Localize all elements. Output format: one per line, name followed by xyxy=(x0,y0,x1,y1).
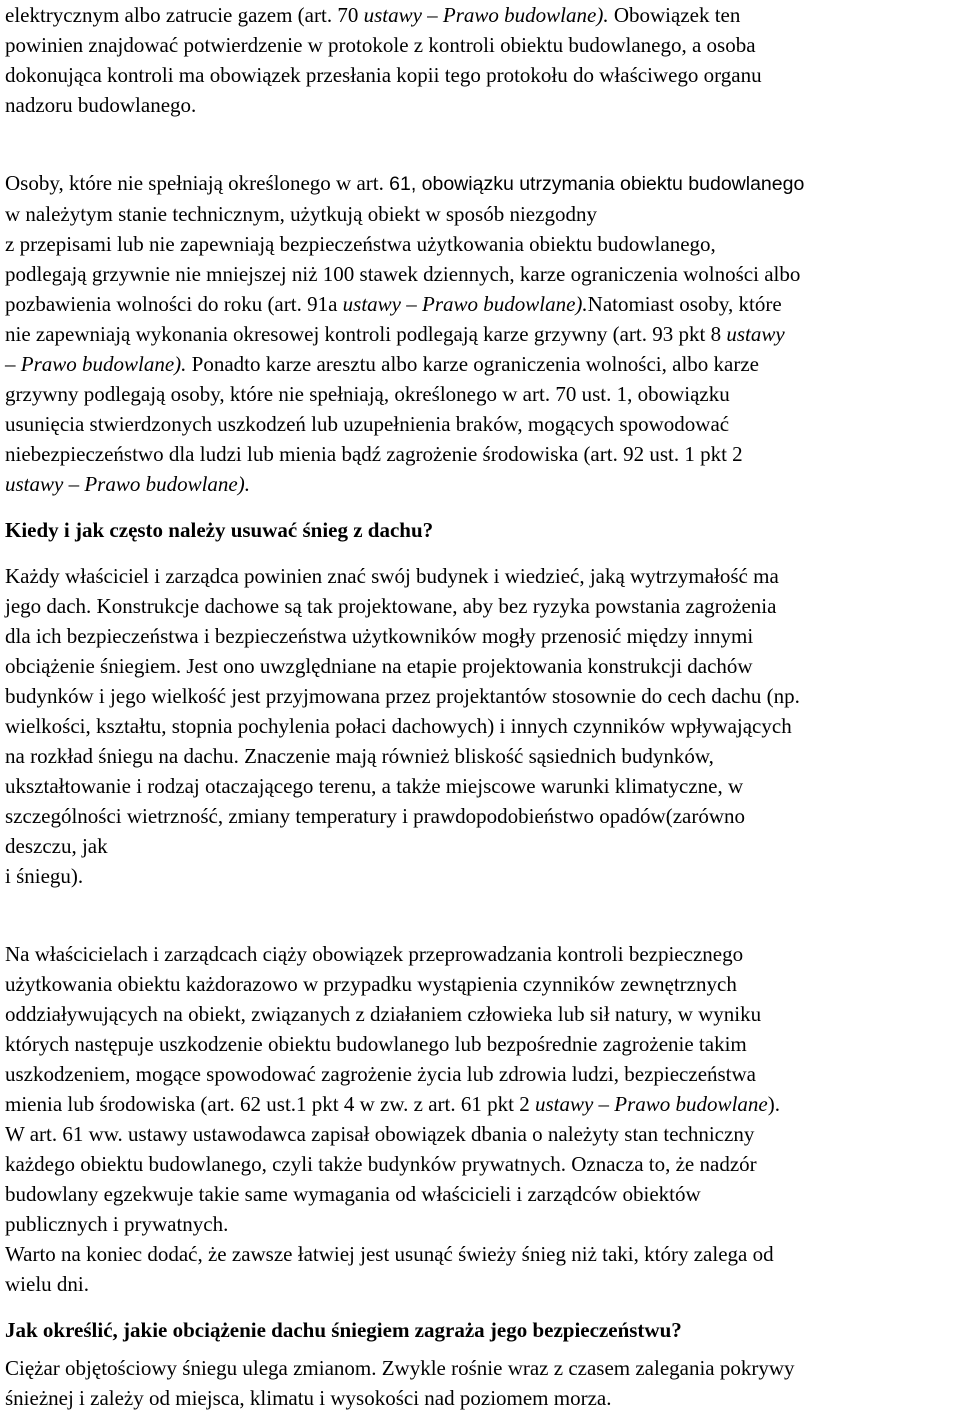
text-run: grzywny podlegają osoby, które nie spełniają, określonego w art. 70 ust. 1, obowiązku xyxy=(5,382,730,406)
text-run: niebezpieczeństwo dla ludzi lub mienia bądź zagrożenie środowiska (art. 92 ust. 1 pkt 2 xyxy=(5,442,743,466)
text-line xyxy=(5,621,946,651)
text-line xyxy=(5,259,946,289)
text-run: budynków i jego wielkość jest przyjmowana przez projektantów stosownie do cech dachu (np. xyxy=(5,684,800,708)
text-line xyxy=(5,60,946,90)
text-line xyxy=(5,229,946,259)
text-line xyxy=(5,999,946,1029)
text-run: usunięcia stwierdzonych uszkodzeń lub uzupełnienia braków, mogących spowodować xyxy=(5,412,730,436)
text-line xyxy=(5,1059,946,1089)
text-run: wielu dni. xyxy=(5,1272,89,1296)
text-run: Warto na koniec dodać, że zawsze łatwiej jest usunąć świeży śnieg niż taki, który zalega od xyxy=(5,1242,774,1266)
text-run: pozbawienia wolności do roku (art. 91a xyxy=(5,292,343,316)
text-run: Natomiast osoby, które xyxy=(587,292,782,316)
text-line xyxy=(5,591,946,621)
text-run: W art. 61 ww. ustawy ustawodawca zapisał obowiązek dbania o należyty stan techniczny xyxy=(5,1122,755,1146)
text-line xyxy=(5,469,946,499)
text-line xyxy=(5,969,946,999)
text-run: publicznych i prywatnych. xyxy=(5,1212,229,1236)
text-run: ukształtowanie i rodzaj otaczającego terenu, a także miejscowe warunki klimatyczne, w xyxy=(5,774,744,798)
text-line xyxy=(5,349,946,379)
italic-text-run: – Prawo budowlane). xyxy=(5,352,187,376)
text-run: wielkości, kształtu, stopnia pochylenia połaci dachowych) i innych czynników wpływających xyxy=(5,714,792,738)
text-line xyxy=(5,319,946,349)
text-run: 61, obowiązku utrzymania obiektu budowlanego xyxy=(389,173,805,195)
text-run: na rozkład śniegu na dachu. Znaczenie mają również bliskość sąsiednich budynków, xyxy=(5,744,714,768)
text-run: Osoby, które nie spełniają określonego w art. xyxy=(5,171,390,195)
text-run: i śniegu). xyxy=(5,864,84,888)
italic-text-run: ustawy – Prawo budowlane). xyxy=(342,292,588,316)
text-run: Każdy właściciel i zarządca powinien znać swój budynek i wiedzieć, jaką wytrzymałość ma xyxy=(5,564,779,588)
italic-text-run: ustawy – Prawo budowlane). xyxy=(363,3,609,27)
text-run: elektrycznym albo zatrucie gazem (art. 70 xyxy=(5,3,364,27)
text-line xyxy=(5,1269,946,1299)
text-line xyxy=(5,289,946,319)
text-run: Ciężar objętościowy śniegu ulega zmianom. Zwykle rośnie wraz z czasem zalegania pokrywy xyxy=(5,1356,795,1380)
text-line xyxy=(5,409,946,439)
text-run: deszczu, jak xyxy=(5,834,108,858)
text-line xyxy=(5,1383,946,1413)
text-line xyxy=(5,1089,946,1119)
text-line xyxy=(5,0,946,30)
text-line xyxy=(5,741,946,771)
text-run: w należytym stanie technicznym, użytkują obiekt w sposób niezgodny xyxy=(5,202,597,226)
text-run: szczególności wietrzność, zmiany temperatury i prawdopodobieństwo opadów(zarówno xyxy=(5,804,746,828)
text-line xyxy=(5,561,946,591)
text-run: Na właścicielach i zarządcach ciąży obowiązek przeprowadzania kontroli bezpiecznego xyxy=(5,942,744,966)
text-line xyxy=(5,831,946,861)
text-line xyxy=(5,1209,946,1239)
text-run: dla ich bezpieczeństwa i bezpieczeństwa użytkowników mogły przenosić między innymi xyxy=(5,624,754,648)
text-line xyxy=(5,771,946,801)
text-run: budowlany egzekwuje takie same wymagania od właścicieli i zarządców obiektów xyxy=(5,1182,701,1206)
text-run: Ponadto karze aresztu albo karze ograniczenia wolności, albo karze xyxy=(186,352,759,376)
heading-snow-load-danger: Jak określić, jakie obciążenie dachu śniegiem zagraża jego bezpieczeństwu? xyxy=(5,1318,682,1342)
text-run: podlegają grzywnie nie mniejszej niż 100 stawek dziennych, karze ograniczenia wolności albo xyxy=(5,262,801,286)
text-line xyxy=(5,90,946,120)
paragraph-owner-duties xyxy=(5,939,946,1299)
text-line xyxy=(5,711,946,741)
text-line xyxy=(5,1149,946,1179)
paragraph-roof-load xyxy=(5,561,946,891)
text-run: uszkodzeniem, mogące spowodować zagrożenie życia lub zdrowia ludzi, bezpieczeństwa xyxy=(5,1062,757,1086)
paragraph-inspection-protocol xyxy=(5,0,946,120)
text-run: których następuje uszkodzenie obiektu budowlanego lub bezpośrednie zagrożenie takim xyxy=(5,1032,747,1056)
text-run: śnieżnej i zależy od miejsca, klimatu i wysokości nad poziomem morza. xyxy=(5,1386,612,1410)
text-line xyxy=(5,1119,946,1149)
italic-text-run: ustawy xyxy=(726,322,785,346)
text-line xyxy=(5,1353,946,1383)
text-line xyxy=(5,1179,946,1209)
text-run: Obowiązek ten xyxy=(608,3,741,27)
text-run: powinien znajdować potwierdzenie w protokole z kontroli obiektu budowlanego, a osoba xyxy=(5,33,756,57)
text-run: jego dach. Konstrukcje dachowe są tak projektowane, aby bez ryzyka powstania zagrożenia xyxy=(5,594,777,618)
text-run: każdego obiektu budowlanego, czyli także budynków prywatnych. Oznacza to, że nadzór xyxy=(5,1152,757,1176)
text-run: użytkowania obiektu każdorazowo w przypadku wystąpienia czynników zewnętrznych xyxy=(5,972,737,996)
text-line xyxy=(5,168,946,199)
text-run: ). xyxy=(767,1092,780,1116)
italic-text-run: ustawy – Prawo budowlane xyxy=(534,1092,768,1116)
text-line xyxy=(5,861,946,891)
heading-snow-removal: Kiedy i jak często należy usuwać śnieg z dachu? xyxy=(5,518,434,542)
text-run: z przepisami lub nie zapewniają bezpieczeństwa użytkowania obiektu budowlanego, xyxy=(5,232,716,256)
text-line xyxy=(5,681,946,711)
text-line xyxy=(5,1029,946,1059)
text-line xyxy=(5,199,946,229)
text-line xyxy=(5,801,946,831)
paragraph-snow-weight xyxy=(5,1353,946,1413)
text-run: dokonująca kontroli ma obowiązek przesłania kopii tego protokołu do właściwego organu xyxy=(5,63,762,87)
italic-text-run: ustawy – Prawo budowlane). xyxy=(5,472,250,496)
text-line xyxy=(5,651,946,681)
text-line xyxy=(5,379,946,409)
paragraph-penalties xyxy=(5,168,946,499)
text-line xyxy=(5,1239,946,1269)
text-line xyxy=(5,939,946,969)
text-run: obciążenie śniegiem. Jest ono uwzględniane na etapie projektowania konstrukcji dachów xyxy=(5,654,753,678)
text-run: oddziaływujących na obiekt, związanych z działaniem człowieka lub sił natury, w wyniku xyxy=(5,1002,762,1026)
text-run: nie zapewniają wykonania okresowej kontroli podlegają karze grzywny (art. 93 pkt 8 xyxy=(5,322,727,346)
text-run: mienia lub środowiska (art. 62 ust.1 pkt 4 w zw. z art. 61 pkt 2 xyxy=(5,1092,535,1116)
text-run: nadzoru budowlanego. xyxy=(5,93,197,117)
text-line xyxy=(5,30,946,60)
text-line xyxy=(5,439,946,469)
